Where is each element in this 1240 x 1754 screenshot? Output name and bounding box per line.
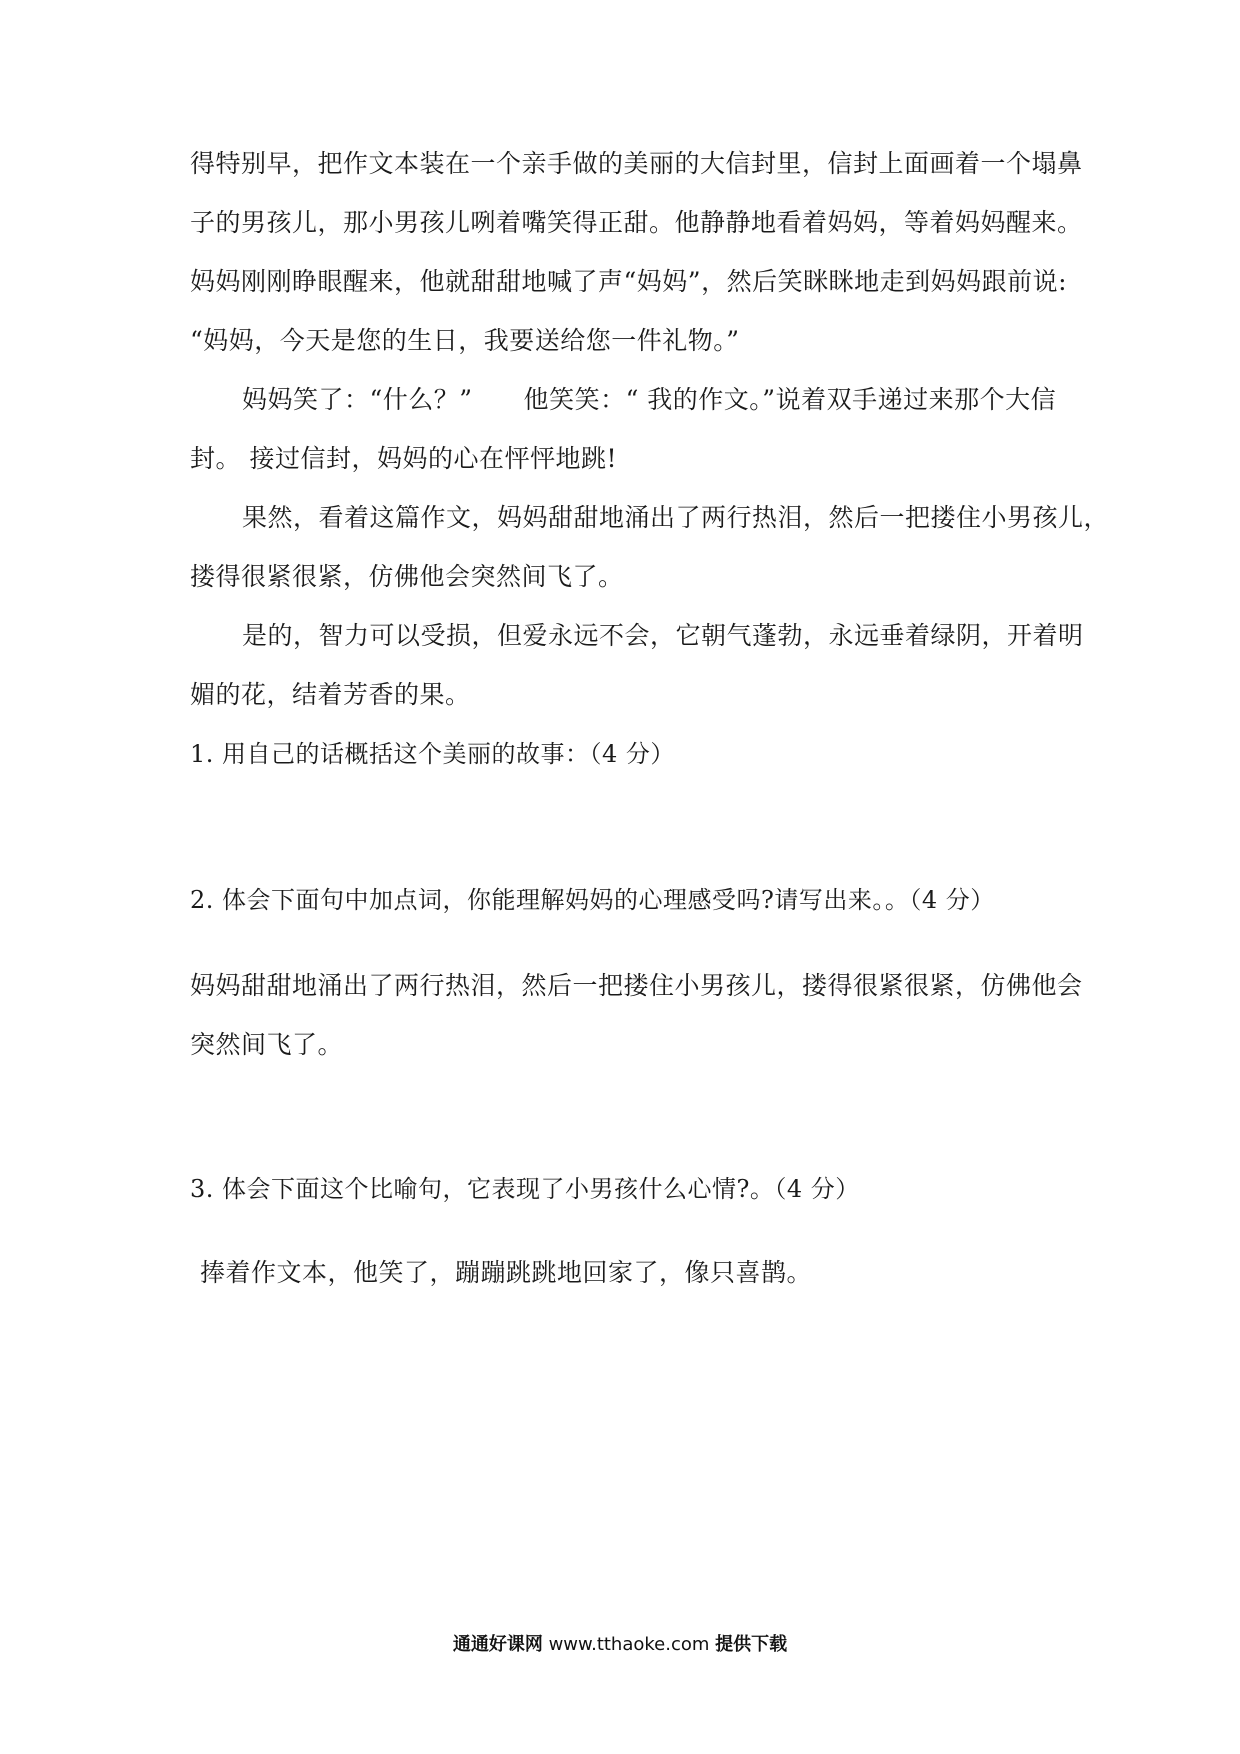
question-2: 2. 体会下面句中加点词，你能理解妈妈的心理感受吗?请写出来。。（4 分） [190, 886, 995, 914]
question-2-quote-line-1: 妈妈甜甜地涌出了两行热泪，然后一把搂住小男孩儿，搂得很紧很紧，仿佛他会 [190, 971, 1083, 1000]
footer-site-name: 通通好课网 [452, 1634, 543, 1655]
question-3-quote: 捧着作文本，他笑了，蹦蹦跳跳地回家了，像只喜鹊。 [200, 1258, 813, 1287]
body-line-4: “妈妈，今天是您的生日，我要送给您一件礼物。” [190, 326, 740, 355]
body-line-10: 媚的花，结着芳香的果。 [190, 680, 471, 709]
body-line-6: 封。 接过信封，妈妈的心在怦怦地跳! [190, 444, 617, 473]
footer [0, 1632, 1240, 1658]
body-line-1: 得特别早，把作文本装在一个亲手做的美丽的大信封里，信封上面画着一个塌鼻 [190, 149, 1083, 178]
body-line-5: 妈妈笑了：“什么？” 他笑笑：“ 我的作文。”说着双手递过来那个大信 [242, 385, 1057, 414]
body-line-2: 子的男孩儿，那小男孩儿咧着嘴笑得正甜。他静静地看着妈妈，等着妈妈醒来。 [190, 208, 1083, 237]
body-line-9: 是的，智力可以受损，但爱永远不会，它朝气蓬勃，永远垂着绿阴，开着明 [242, 621, 1084, 650]
question-3: 3. 体会下面这个比喻句，它表现了小男孩什么心情?。（4 分） [190, 1175, 860, 1203]
body-line-7: 果然，看着这篇作文，妈妈甜甜地涌出了两行热泪，然后一把搂住小男孩儿， [242, 503, 1110, 532]
footer-download-text: 提供下载 [715, 1634, 788, 1655]
question-2-quote-line-2: 突然间飞了。 [190, 1030, 344, 1059]
body-line-3: 妈妈刚刚睁眼醒来，他就甜甜地喊了声“妈妈”，然后笑眯眯地走到妈妈跟前说: [190, 267, 1067, 296]
body-line-8: 搂得很紧很紧，仿佛他会突然间飞了。 [190, 562, 624, 591]
footer-url[interactable]: www.tthaoke.com [548, 1634, 710, 1655]
question-1: 1. 用自己的话概括这个美丽的故事：（4 分） [190, 740, 675, 768]
